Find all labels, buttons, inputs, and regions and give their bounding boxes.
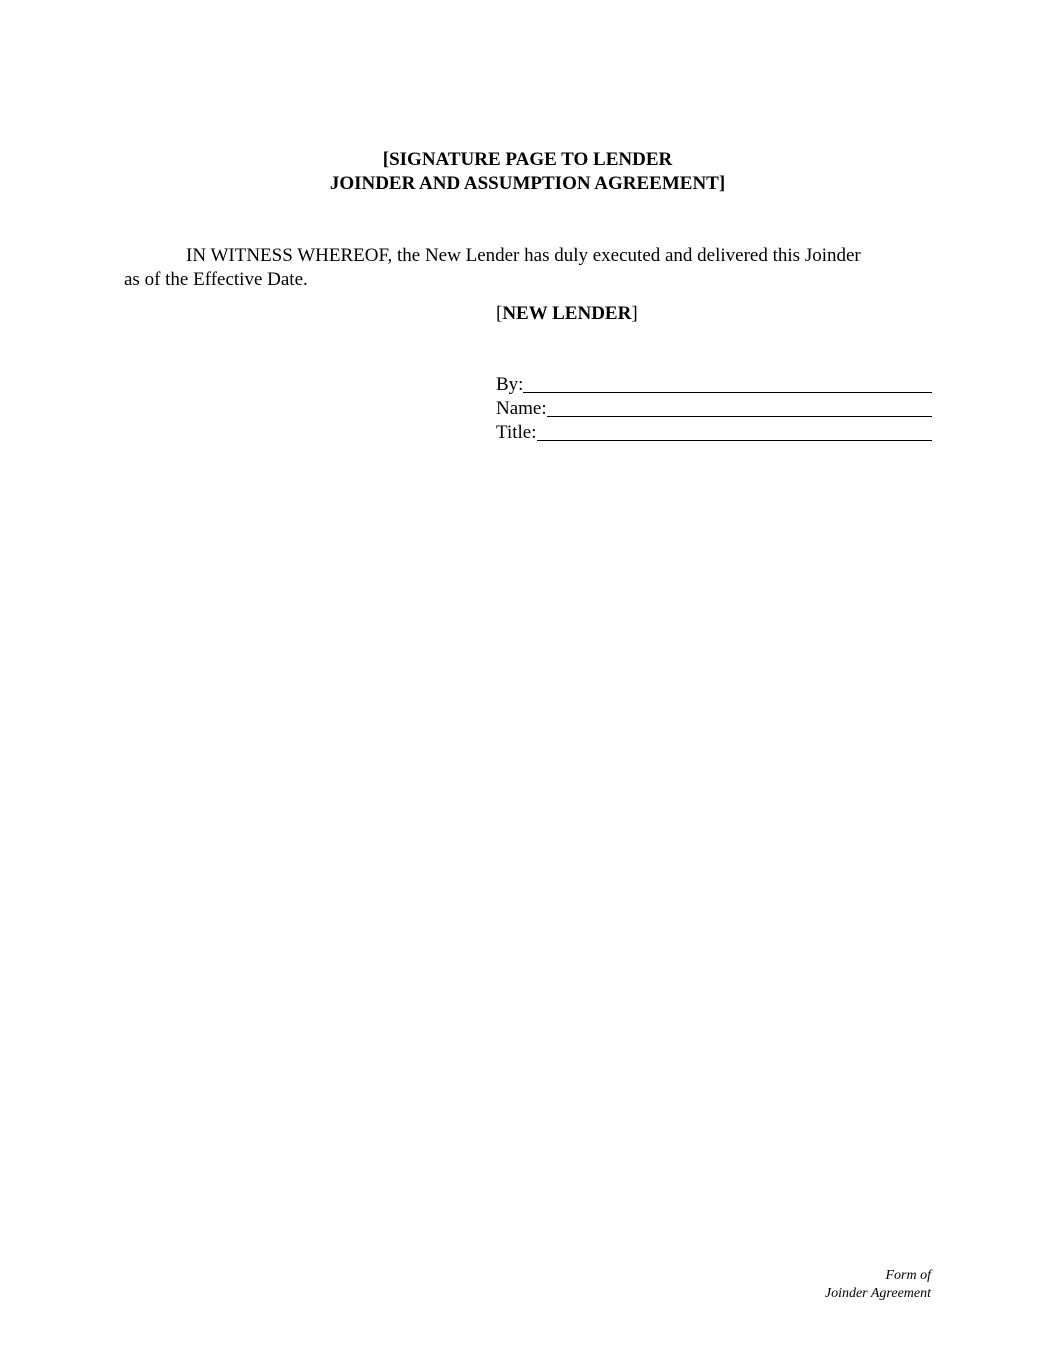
signature-name-label: Name: [496,398,547,419]
party-name-bold: NEW LENDER [502,303,632,324]
party-name [496,302,638,326]
signature-by-blank [523,374,932,393]
footer-line-1: Form of [885,1268,931,1283]
signature-by-label: By: [496,374,524,395]
signature-title-label: Title: [496,422,537,443]
page-heading-line-1: [SIGNATURE PAGE TO LENDER [382,149,673,170]
signature-name-blank [547,398,932,417]
party-open-bracket: [ [496,303,503,324]
signature-title-row [496,421,932,445]
witness-paragraph-text-1: IN WITNESS WHEREOF, the New Lender has duly executed and delivered this Joinder [186,245,861,266]
signature-name-row [496,397,932,421]
party-close-bracket: ] [631,303,638,324]
witness-paragraph-line-1 [124,244,934,268]
signature-title-blank [537,422,933,441]
signature-by-row [496,373,932,397]
page-heading-line-2: JOINDER AND ASSUMPTION AGREEMENT] [329,173,726,194]
witness-paragraph-line-2: as of the Effective Date. [124,269,308,290]
footer-line-2: Joinder Agreement [824,1286,931,1301]
